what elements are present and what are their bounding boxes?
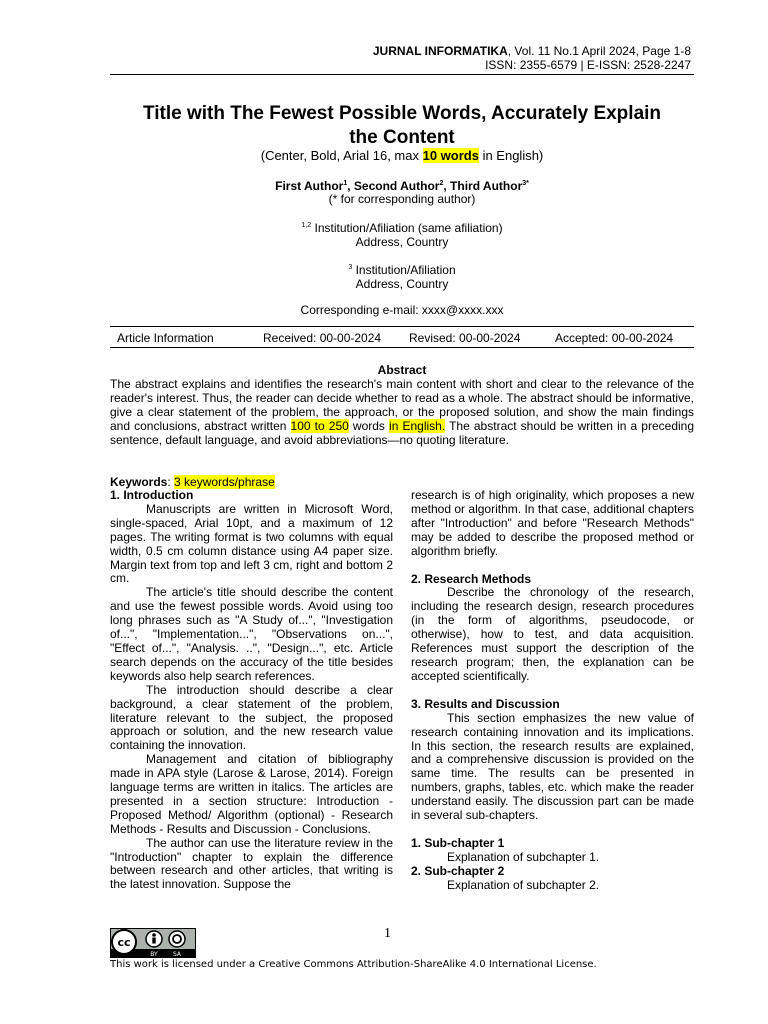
section-heading-results: 3. Results and Discussion (411, 696, 560, 711)
subchapter-2-heading: 2. Sub-chapter 2 (411, 863, 505, 878)
article-info-label: Article Information (117, 331, 214, 345)
journal-header (373, 44, 691, 72)
affiliation-2 (110, 261, 694, 291)
subchapter-1-text: Explanation of subchapter 1. (447, 849, 600, 864)
intro-paragraph-3: The introduction should describe a clear background, a clear statement of the problem, literature relevant to the subject, the proposed approach or solution, and the new research value containing the innovation. (110, 682, 393, 753)
section-heading-research-methods: 2. Research Methods (411, 571, 532, 586)
affiliation-2-name: Institution/Afiliation (352, 263, 456, 277)
abstract-highlight-1: 100 to 250 (290, 419, 349, 433)
title-line-1: Title with The Fewest Possible Words, Accurately Explain (142, 103, 662, 124)
author-2-sup: 2 (439, 180, 444, 187)
title-note (110, 148, 694, 164)
affiliation-1-name: Institution/Afiliation (same afiliation) (311, 221, 503, 235)
journal-name: JURNAL INFORMATIKA (372, 44, 508, 58)
info-rule-top (110, 326, 694, 327)
left-column (110, 489, 393, 892)
corresponding-note: (* for corresponding author) (328, 192, 476, 206)
title-line-2: the Content (349, 127, 455, 148)
author-3: , Third Author (443, 179, 523, 193)
page-number: 1 (384, 926, 391, 941)
subchapter-2-text: Explanation of subchapter 2. (447, 877, 600, 892)
accepted-date: Accepted: 00-00-2024 (555, 331, 674, 345)
title-note-post: in English) (478, 148, 544, 163)
section-heading-introduction: 1. Introduction (110, 488, 194, 502)
author-3-sup: 3* (522, 180, 529, 187)
title-note-pre: (Center, Bold, Arial 16, max (260, 148, 423, 163)
keywords-value: 3 keywords/phrase (174, 475, 275, 489)
intro-paragraph-4: Management and citation of bibliography made in APA style (Larose & Larose, 2014). Foreign language terms are written in italics. The articles are presented in a section structure: Introduction - Proposed Method/ Algorithm (optional) - Research Methods - Results and Discussion - Conclusions. (110, 752, 393, 836)
author-list (110, 177, 694, 193)
intro-paragraph-1: Manuscripts are written in Microsoft Word, single-spaced, Arial 10pt, and a maximum of 12 pages. The writing format is two columns with equal width, 0.5 cm column distance using A4 paper size. Margin text from top and left 3 cm, right and bottom 2 cm. (110, 501, 393, 586)
title-note-highlight: 10 words (422, 148, 479, 163)
corresponding-email: Corresponding e-mail: xxxx@xxxx.xxx (300, 303, 504, 317)
license-text: This work is licensed under a Creative Commons Attribution-ShareAlike 4.0 International License. (110, 959, 597, 970)
abstract-text (110, 377, 694, 447)
intro-paragraph-2: The article's title should describe the content and use the fewest possible words. Avoid using too long phrases such as "A Study of...", "Investigation of...", "Implementation...", "Observations on...", "Effect of...", "Analysis. ..", "Design...", etc. Article search depends on the accuracy of the title besides keywords also help search references. (110, 585, 393, 683)
info-rule-bottom (110, 347, 694, 348)
journal-volume: , Vol. 11 No.1 April 2024, Page 1-8 (507, 44, 691, 58)
cc-license-badge-graphic (110, 928, 196, 958)
affiliation-1-address: Address, Country (355, 235, 449, 249)
results-paragraph: This section emphasizes the new value of research containing innovation and its implications. In this section, the research results are explained, and a comprehensive discussion is provided on the same time. The results can be presented in numbers, graphs, tables, etc. which make the reader understand easily. The discussion part can be made in several sub-chapters. (411, 710, 694, 823)
abstract-part-1: The abstract explains and identifies the research's main content with short and clear to the relevance of the reader's interest. Thus, the reader can decide whether to read as a whole. The abstract should be informative, give a clear statement of the problem, the approach, or the proposed solution, and show the main findings and conclusions, abstract written (110, 377, 694, 433)
abstract-heading: Abstract (377, 363, 427, 377)
badge-sa-label: SA (172, 951, 182, 958)
affiliation-1-sup: 1,2 (301, 222, 312, 229)
abstract-part-2: words (348, 419, 390, 433)
subchapter-1-heading: 1. Sub-chapter 1 (411, 835, 505, 850)
revised-date: Revised: 00-00-2024 (409, 331, 521, 345)
affiliation-1 (110, 219, 694, 249)
right-column (411, 489, 694, 893)
abstract-part-3: The abstract should be written in a preceding sentence, default language, and avoid abbreviations—no quoting literature. (110, 419, 695, 447)
keywords-label: Keywords (110, 475, 168, 489)
methods-paragraph: Describe the chronology of the research, including the research design, research procedures (in the form of algorithms, pseudocode, or otherwise), how to test, and data acquisition. References must support the description of the research program; then, the explanation can be accepted scientifically. (411, 585, 694, 683)
methods-intro-paragraph: research is of high originality, which proposes a new method or algorithm. In that case, additional chapters after "Introduction" and before "Research Methods" may be added to describe the proposed method or algorithm briefly. (411, 488, 694, 558)
keywords-colon: : (167, 475, 175, 489)
keywords-line (110, 475, 275, 489)
affiliation-2-address: Address, Country (355, 277, 449, 291)
affiliation-2-sup: 3 (348, 264, 353, 271)
header-rule (110, 74, 694, 75)
journal-line (373, 44, 691, 58)
badge-by-label: BY (150, 951, 158, 958)
issn-line: ISSN: 2355-6579 | E-ISSN: 2528-2247 (485, 58, 691, 72)
paper-title (110, 102, 694, 150)
intro-paragraph-5: The author can use the literature review in the "Introduction" chapter to explain the difference between research and other articles, that writing is the latest innovation. Suppose the (110, 835, 393, 892)
author-1: First Author (275, 179, 344, 193)
author-2: , Second Author (347, 179, 440, 193)
svg-text:cc: cc (117, 936, 131, 949)
received-date: Received: 00-00-2024 (263, 331, 382, 345)
article-info-row (110, 331, 694, 345)
author-1-sup: 1 (343, 180, 348, 187)
abstract-highlight-2: in English. (389, 419, 446, 433)
cc-by-sa-icon[interactable] (110, 928, 196, 958)
